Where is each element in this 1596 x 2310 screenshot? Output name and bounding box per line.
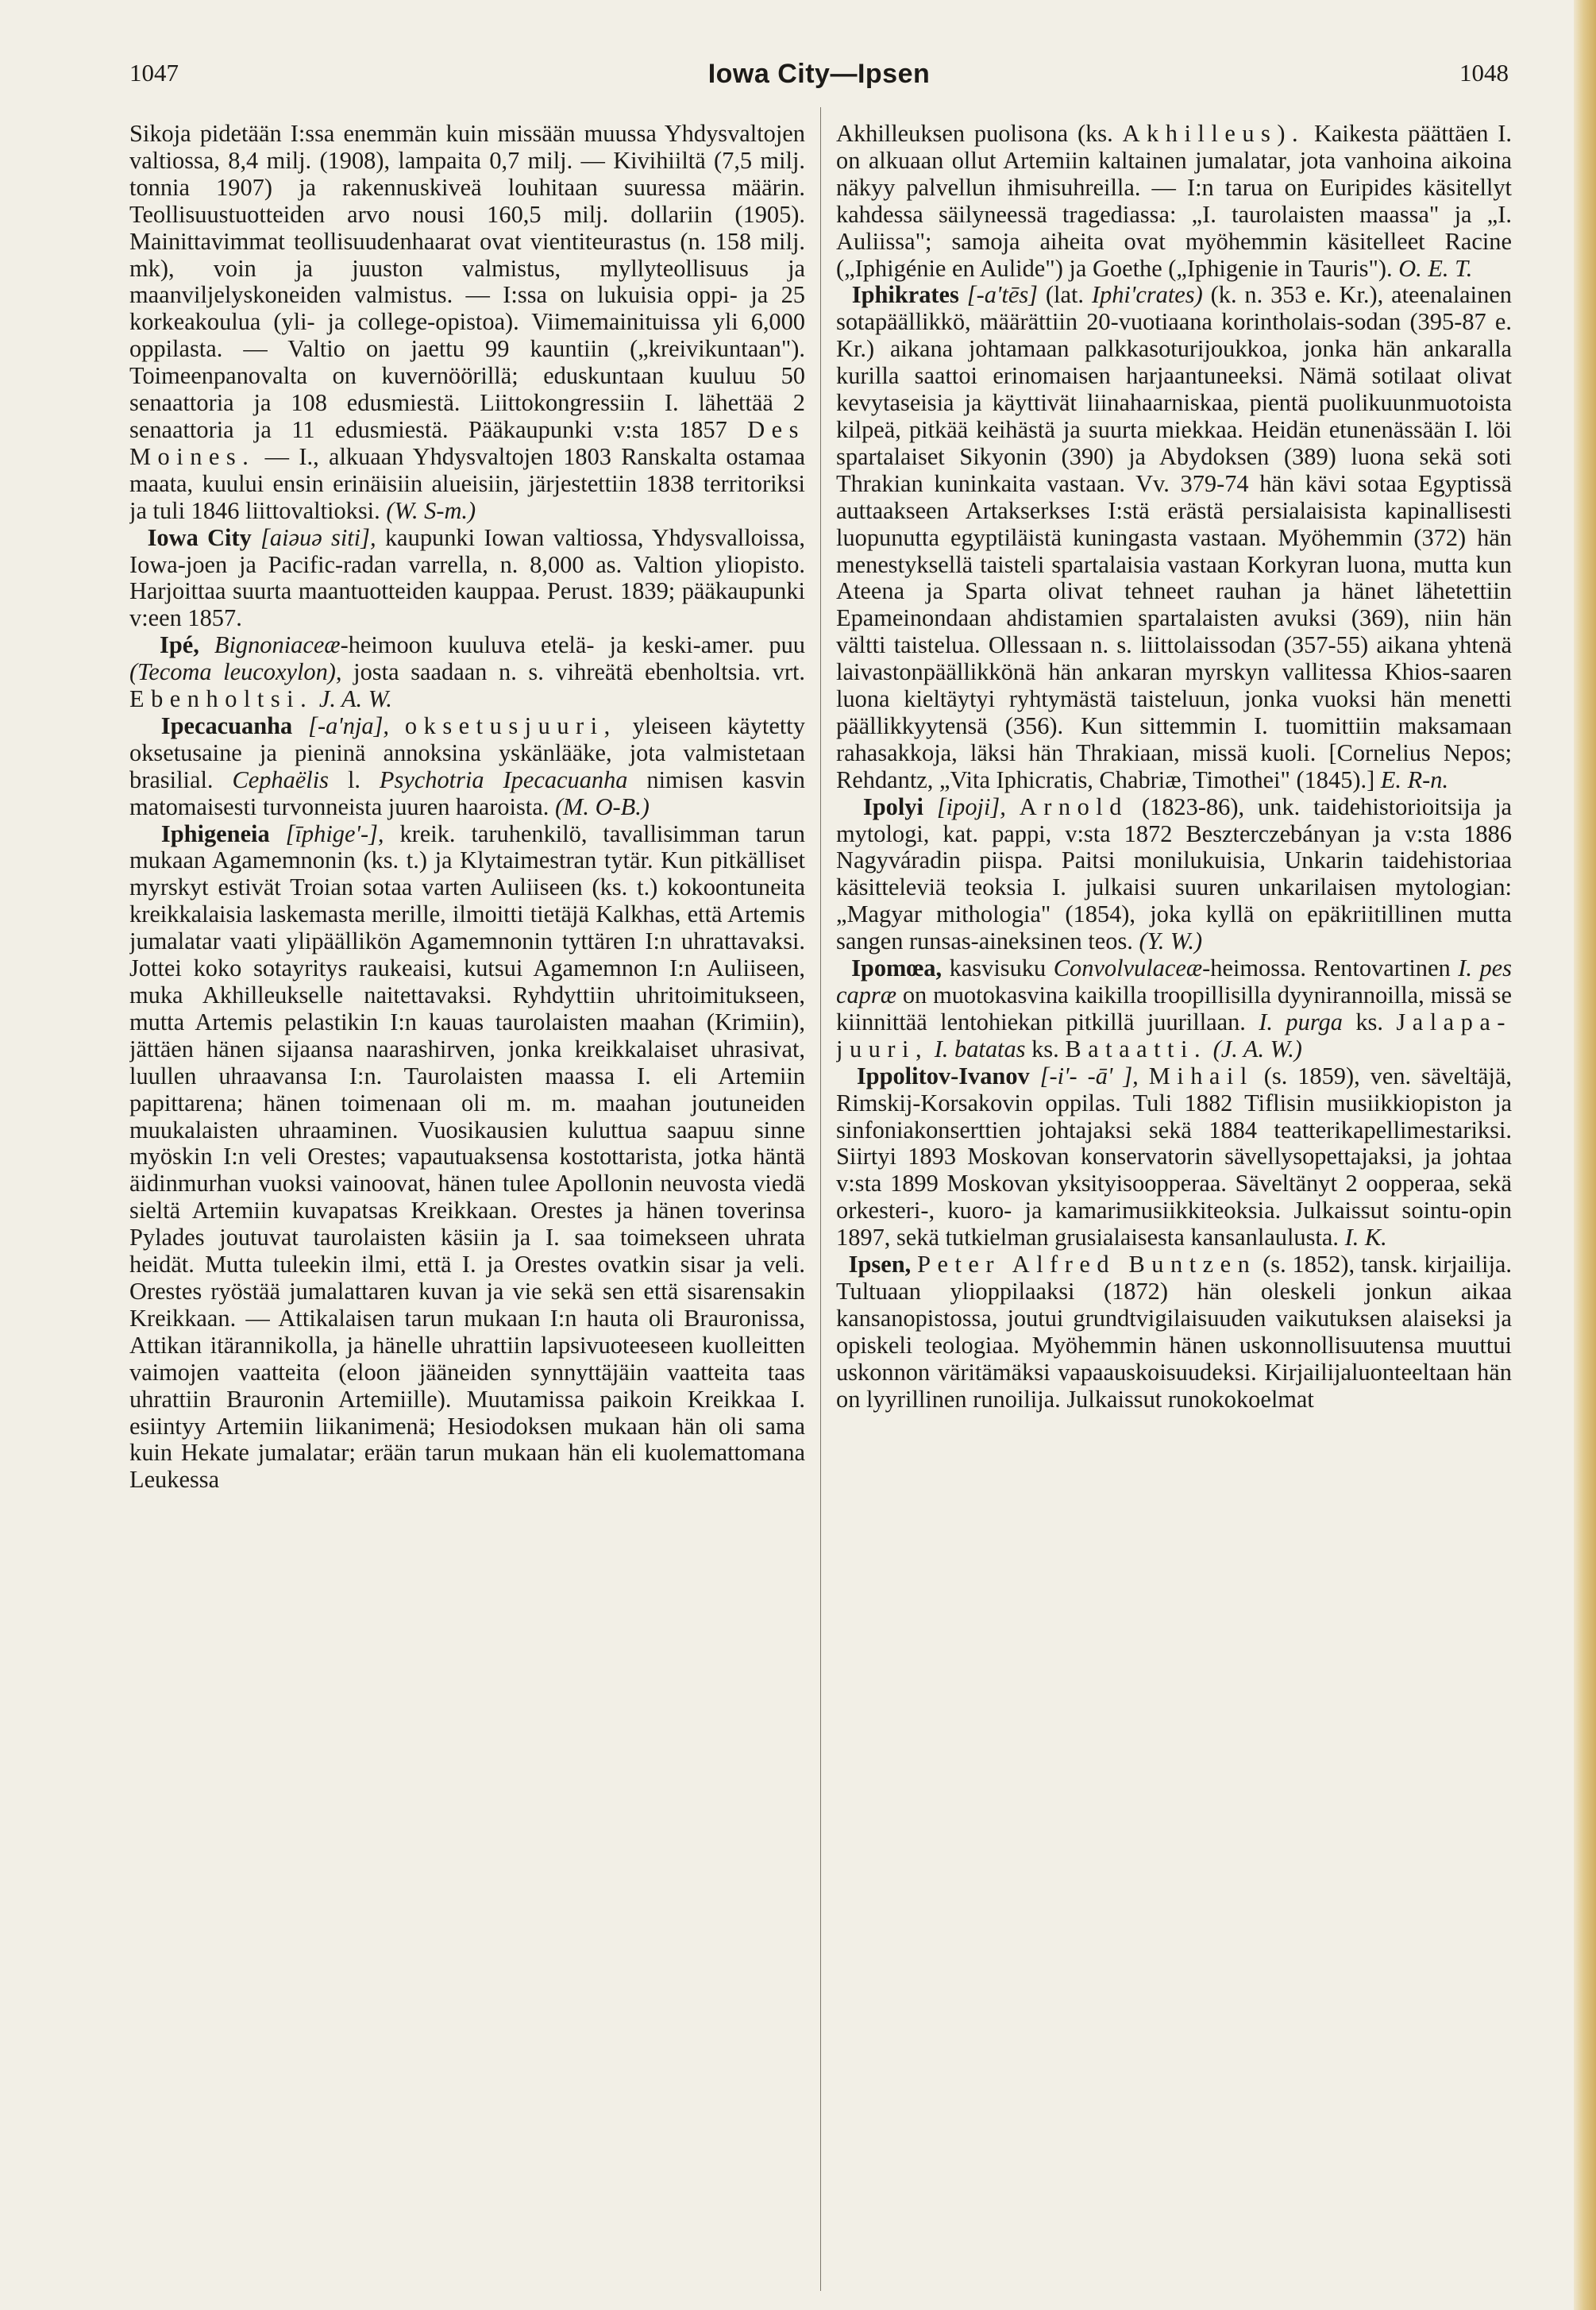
entry-headword: Ippolitov-Ivanov bbox=[856, 1062, 1030, 1089]
running-title: Iowa City—Ipsen bbox=[707, 59, 931, 89]
entry-headword: Ipsen, bbox=[848, 1251, 912, 1278]
author-signature: O. E. T. bbox=[1398, 254, 1473, 282]
page-edge-binding bbox=[1574, 0, 1596, 2310]
author-signature: E. R-n. bbox=[1380, 766, 1449, 793]
author-signature: I. K. bbox=[1344, 1224, 1387, 1251]
entry-iowa-city: Iowa City [aiəuə siti], kaupunki Iowan valtiossa, Yhdysvalloissa, Iowa-joen ja Pacific-radan varrella, n. 8,000 as. Valtion yliopisto. Harjoittaa suurta maantuotteiden kauppaa. Perust. 1839; pääkaupunki v:een 1857. bbox=[129, 523, 805, 632]
entry-ipsen: Ipsen, Peter Alfred Buntzen (s. 1852), tansk. kirjailija. Tultuaan ylioppilaaksi (1872) hän oleskeli jonkun aikaa kansanopistossa, joutui grundtvigilaisuuden vaikutuksen alaiseksi ja opiskeli teologiaa. Myöhemmin hänen uskonnollisuutensa muuttui uskonnon väritämäksi vapaauskoisuudeksi. Kirjailijaluonteeltaan hän on lyyrillinen runoilija. Julkaissut runokokoelmat bbox=[836, 1251, 1512, 1413]
left-page-number: 1047 bbox=[129, 59, 179, 87]
left-column bbox=[129, 121, 805, 2289]
entry-iphigeneia: Iphigeneia [īphige'-], kreik. taruhenkilö, tavallisimman tarun mukaan Agamemnonin (ks. t.) ja Klytaimestran tytär. Kun pitkälliset myrskyt estivät Troian sotaa varten Auliiseen (ks. t.) kokoontuneita kreikkalaisia laskemasta merille, ilmoitti tietäjä Kalkhas, että Artemis jumalatar vaati ylipäällikön Agamemnonin tyttären I:n uhrattavaksi. Jottei koko sotayritys raukeaisi, kutsui Agamemnon I:n Auliiseen, muka Akhilleukselle naitettavaksi. Ryhdyttiin uhritoimitukseen, mutta Artemis pelastikin I:n kauas taurolaisten maahan (Krimiin), jättäen hänen sijaansa naarashirven, jonka kreikkalaiset uhrasivat, luullen uhraavansa I:n. Taurolaisten maassa I. eli Artemiin papittarena; hänen toimenaan oli m. m. maahan joutuneiden muukalaisten uhraaminen. Vuosikausien kuluttua saapuu sinne myöskin I:n veli Orestes; vapautuaksensa kostottarista, jotka häntä äidinmurhan vuoksi vainoovat, hänen tulee Apollonin neuvosta viedä sieltä Artemiin kuvapatsas Kreikkaan. Orestes ja hänen toverinsa Pylades joutuvat taurolaisten käsiin ja I. saa toimekseen uhrata heidät. Mutta tuleekin ilmi, että I. ja Orestes ovatkin sisar ja veli. Orestes ryöstää jumalattaren kuvan ja vie sekä sen että sisarensakin Kreikkaan. — Attikalaisen tarun mukaan I:n hauta oli Brauronissa, Attikan itärannikolla, ja hänelle uhrattiin lapsivuoteeseen kuolleitten vaimojen vaatteita (eloon jääneiden synnyttäjäin vaatteita taas uhrattiin Brauronin Artemiille). Muutamissa paikoin Kreikkaa I. esiintyy Artemiin liikanimenä; Hesiodoksen mukaan hän oli sama kuin Hekate jumalatar; erään tarun mukaan hän eli kuolemattomana Leukessa bbox=[129, 819, 805, 1494]
entry-headword: Iphigeneia bbox=[160, 819, 270, 847]
author-signature: (W. S-m.) bbox=[386, 496, 476, 524]
entry-ipomoea: Ipomœa, kasvisuku Convolvulaceæ-heimossa. Rentovartinen I. pes capræ on muotokasvina kaikilla troopillisilla dyynirannoilla, missä se kiinnittää lentohiekan pitkillä juurillaan. I. purga ks. Jalapa-juuri, I. batatas ks. Bataatti. (J. A. W.) bbox=[836, 954, 1512, 1062]
author-signature: (J. A. W.) bbox=[1212, 1035, 1302, 1062]
entry-iowa-continued: Sikoja pidetään I:ssa enemmän kuin missään muussa Yhdysvaltojen valtiossa, 8,4 milj. (1908), lampaita 0,7 milj. — Kivihiiltä (7,5 milj. tonnia 1907) ja rakennuskiveä louhitaan suuressa määrin. Teollisuustuotteiden arvo nousi 160,5 milj. dollariin (1905). Mainittavimmat teollisuudenhaarat ovat vientiteurastus (n. 158 milj. mk), voin ja juuston valmistus, myllyteollisuus ja maanviljelyskoneiden valmistus. — I:ssa on lukuisia oppi- ja 25 korkeakoulua (yli- ja college-opistoa). Viimemainituissa yli 6,000 oppilasta. — Valtio on jaettu 99 kauntiin („kreivikuntaan"). Toimeenpanovalta on kuvernöörillä; eduskuntaan kuuluu 50 senaattoria ja 108 edusmiestä. Liittokongressiin I. lähettää 2 senaattoria ja 11 edusmiestä. Pääkaupunki v:sta 1857 Des Moines. — I., alkuaan Yhdysvaltojen 1803 Ranskalta ostamaa maata, kuului ensin erinäisiin alueisiin, järjestettiin 1838 territoriksi ja tuli 1846 liittovaltioksi. (W. S-m.) bbox=[129, 121, 805, 524]
right-page-number: 1048 bbox=[1459, 59, 1509, 87]
entry-headword: Ipecacuanha bbox=[160, 712, 293, 739]
column-divider bbox=[820, 107, 821, 2291]
entry-headword: Iphikrates bbox=[851, 281, 959, 309]
page-header bbox=[129, 59, 1509, 98]
entry-iphigeneia-continued: Akhilleuksen puolisona (ks. Akhilleus). Kaikesta päättäen I. on alkuaan ollut Artemiin kaltainen jumalatar, jota vanhoina aikoina näkyy palvellun ihmisuhreilla. — I:n tarua on Euripides käsitellyt kahdessa säilyneessä tragediassa: „I. taurolaisten maassa" ja „I. Auliissa"; samoja aiheita ovat myöhemmin käsitelleet Racine („Iphigénie en Aulide") ja Goethe („Iphigenie in Tauris"). O. E. T. bbox=[836, 121, 1512, 282]
entry-headword: Iowa City bbox=[147, 523, 252, 551]
author-signature: J. A. W. bbox=[318, 685, 392, 713]
entry-iphikrates: Iphikrates [-a'tēs] (lat. Iphi'crates) (k. n. 353 e. Kr.), ateenalainen sotapäällikkö, määrättiin 20-vuotiaana korintholais-sodan (395-87 e. Kr.) aikana johtamaan palkkasoturijoukkoa, jonka hän ankaralla kurilla saattoi erinomaisen harjaantuneeksi. Nämä sotilaat olivat kevytaseisia ja käyttivät liinahaarniskaa, pientä puolikuunmuotoista kilpeä, pitkää keihästä ja suurta miekkaa. Heidän etunenässään I. löi spartalaiset Sikyonin (390) ja Abydoksen (389) luona sekä soti Thrakian kuninkaita vastaan. Vv. 379-74 hän kävi sotaa Egyptissä auttaakseen Artakserkses I:stä erästä persialaisista kapinallisesti luopunutta egyptiläistä kuningasta vastaan. Myöhemmin (372) hän menestyksellä taisteli spartalaisia vastaan Korkyran luona, mutta kun Ateena ja Sparta olivat tehneet rauhan ja hänet lähetettiin Epameinondaan ahdistamien spartalaisten avuksi (369), niin hän vältti taistelua. Ollessaan n. s. liittolaissodan (357-55) aikana yhtenä laivastonpäällikkönä hän ankaran myrskyn vallitessa Khios-saaren luona kieltäytyi ryhtymästä taisteluun, jonka vuoksi hän menetti päällikkyytensä (356). Kun sittemmin I. tuomittiin maksamaan rahasakkoja, läksi hän Thrakiaan, missä kuoli. [Cornelius Nepos; Rehdantz, „Vita Iphicratis, Chabriæ, Timothei" (1845).] E. R-n. bbox=[836, 281, 1512, 793]
entry-headword: Ipomœa, bbox=[851, 954, 943, 982]
entry-headword: Ipolyi bbox=[862, 792, 923, 820]
entry-ipecacuanha: Ipecacuanha [-a'nja], oksetusjuuri, yleiseen käytetty oksetusaine ja pieninä annoksina yskänlääke, jota valmistetaan brasilial. Cephaëlis l. Psychotria Ipecacuanha nimisen kasvin matomaisesti turvonneista juuren haaroista. (M. O-B.) bbox=[129, 712, 805, 820]
entry-ipe: Ipé, Bignoniaceæ-heimoon kuuluva etelä- ja keski-amer. puu (Tecoma leucoxylon), josta saadaan n. s. vihreätä ebenholtsia. vrt. Ebenholtsi. J. A. W. bbox=[129, 631, 805, 713]
author-signature: (M. O-B.) bbox=[554, 792, 650, 820]
entry-ippolitov-ivanov: Ippolitov-Ivanov [-i'- -ā' ], Mihail (s. 1859), ven. säveltäjä, Rimskij-Korsakovin oppilas. Tuli 1882 Tiflisin musiikkiopiston ja sinfoniakonserttien johtajaksi sekä 1884 teatterikapellimestariksi. Siirtyi 1893 Moskovan konservatorin sävellysopettajaksi, ja johtaa v:sta 1899 Moskovan yksityisoopperaa. Säveltänyt 2 oopperaa, sekä orkesteri-, kuoro- ja kamarimusiikkiteoksia. Julkaissut sointu-opin 1897, sekä tutkielman grusialaisesta kansanlaulusta. I. K. bbox=[836, 1062, 1512, 1251]
right-column bbox=[836, 121, 1512, 2289]
entry-headword: Ipé, bbox=[160, 631, 199, 659]
author-signature: (Y. W.) bbox=[1139, 927, 1203, 955]
entry-ipolyi: Ipolyi [ipoji], Arnold (1823-86), unk. taidehistorioitsija ja mytologi, kat. pappi, v:sta 1872 Beszterczebányan ja v:sta 1886 Nagyváradin piispa. Paitsi monilukuisia, Unkarin taidehistoriaa käsitteleviä teoksia I. julkaisi suuren unkarilaisen mytologian: „Magyar mithologia" (1854), joka kyllä on epäkriitillinen mutta sangen runsas-aineksinen teos. (Y. W.) bbox=[836, 792, 1512, 955]
